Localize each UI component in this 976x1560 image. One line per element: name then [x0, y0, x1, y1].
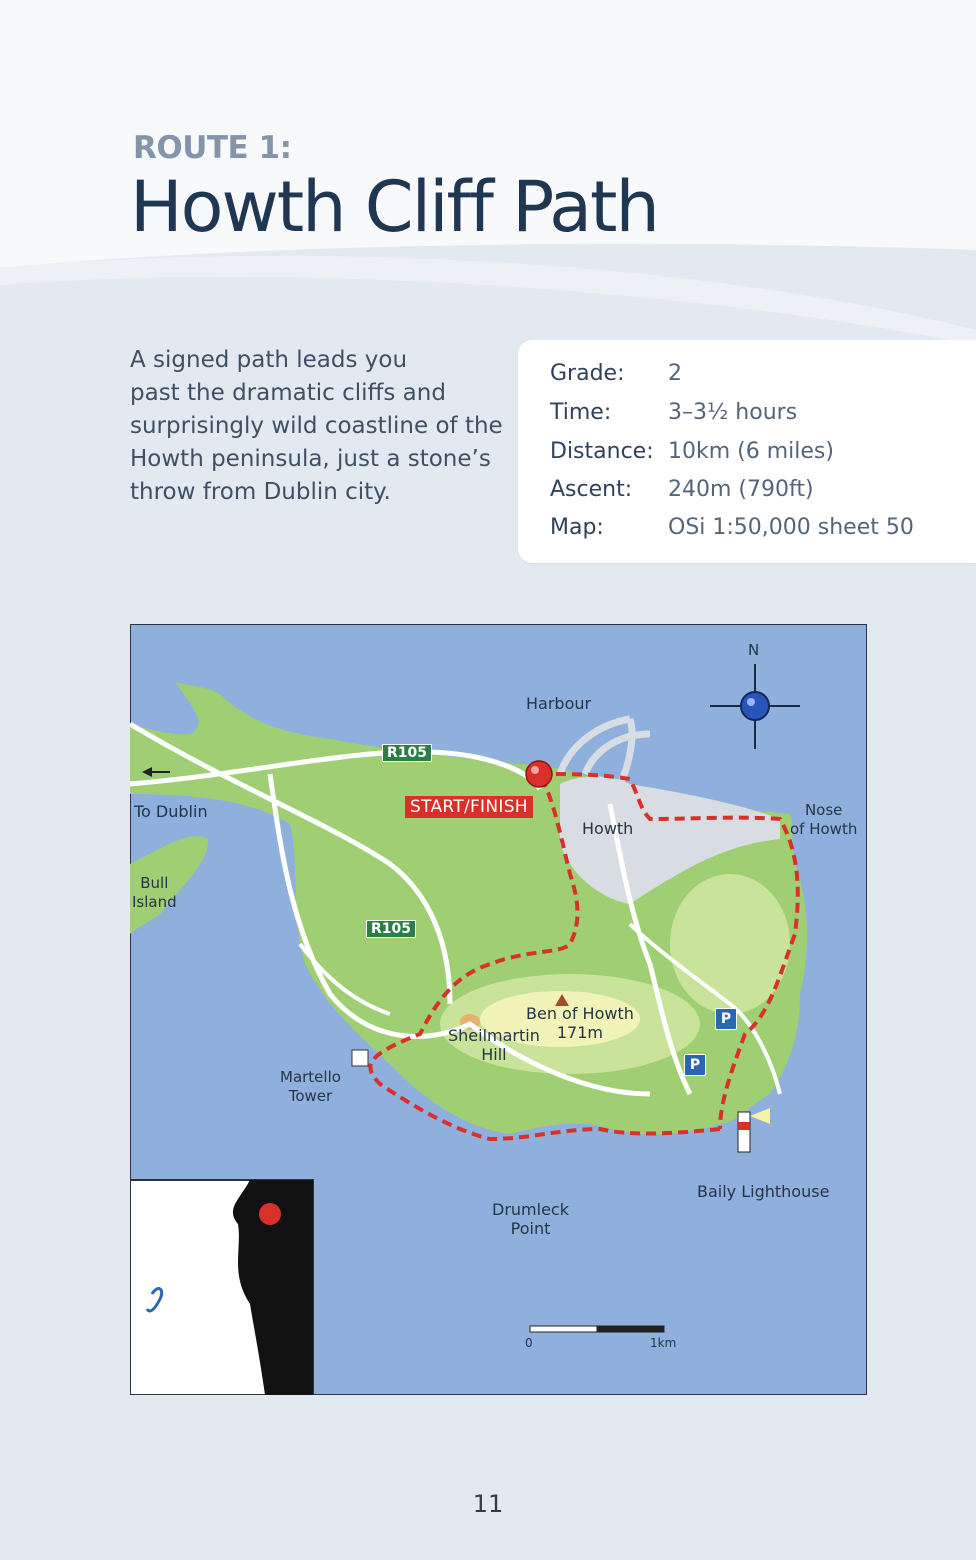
parking-icon: P	[684, 1054, 706, 1076]
scale-start-label: 0	[525, 1336, 533, 1350]
label-martello-tower	[280, 1068, 341, 1106]
marker-highlight	[531, 766, 539, 774]
label-to-dublin: To Dublin	[134, 802, 208, 821]
label-line: of Howth	[790, 820, 858, 838]
scale-bar-black	[597, 1326, 664, 1332]
label-baily-lighthouse: Baily Lighthouse	[697, 1182, 830, 1201]
start-finish-marker	[526, 761, 552, 787]
intro-line: throw from Dublin city.	[130, 479, 391, 505]
intro-line: A signed path leads you	[130, 347, 408, 373]
label-howth: Howth	[582, 819, 634, 838]
stat-time	[550, 400, 797, 425]
stat-value: 3–3½ hours	[668, 400, 798, 425]
intro-line: surprisingly wild coastline of the	[130, 413, 503, 439]
stat-label: Distance:	[550, 439, 654, 464]
stat-map	[550, 515, 914, 540]
label-ben-of-howth	[526, 1004, 634, 1042]
label-line: 171m	[556, 1023, 603, 1042]
parking-icon: P	[715, 1008, 737, 1030]
page-title: Howth Cliff Path	[130, 166, 658, 248]
label-line: Island	[132, 893, 177, 911]
stat-value: 10km (6 miles)	[668, 439, 834, 464]
lighthouse-stripe	[738, 1122, 750, 1130]
route-number: ROUTE 1:	[133, 130, 292, 166]
label-line: Tower	[288, 1087, 333, 1105]
stat-label: Map:	[550, 515, 604, 540]
label-line: Ben of Howth	[526, 1004, 634, 1023]
scale-bar-white	[530, 1326, 597, 1332]
start-finish-label: START/FINISH	[405, 796, 533, 818]
stat-label: Ascent:	[550, 477, 633, 502]
label-line: Drumleck	[492, 1200, 569, 1219]
lighthouse-icon	[738, 1112, 750, 1152]
inset-location-marker	[259, 1203, 281, 1225]
label-harbour: Harbour	[526, 694, 592, 713]
stat-value: 2	[668, 361, 682, 386]
stat-ascent	[550, 477, 814, 502]
stat-grade	[550, 361, 682, 386]
intro-line: Howth peninsula, just a stone’s	[130, 446, 491, 472]
compass-rose-icon	[741, 692, 769, 720]
stat-label: Grade:	[550, 361, 625, 386]
label-nose-of-howth	[790, 801, 857, 839]
label-drumleck-point	[492, 1200, 569, 1238]
label-sheilmartin-hill	[448, 1026, 540, 1064]
route-stats-box	[518, 340, 976, 563]
stat-label: Time:	[550, 400, 612, 425]
intro-paragraph	[130, 344, 510, 509]
scale-end-label: 1km	[650, 1336, 677, 1350]
route-map	[130, 624, 867, 1395]
label-line: Nose	[804, 801, 843, 819]
label-line: Bull	[140, 874, 169, 892]
stat-value: 240m (790ft)	[668, 477, 814, 502]
label-line: Martello	[280, 1068, 341, 1086]
map-graphic	[130, 624, 867, 1395]
label-line: Point	[510, 1219, 551, 1238]
compass-north-label: N	[748, 641, 760, 659]
label-line: Hill	[481, 1045, 507, 1064]
stat-distance	[550, 439, 834, 464]
intro-line: past the dramatic cliffs and	[130, 380, 446, 406]
road-badge-r105: R105	[366, 920, 416, 938]
upland-east	[670, 874, 790, 1014]
stat-value: OSi 1:50,000 sheet 50	[668, 515, 914, 540]
road-badge-r105: R105	[382, 744, 432, 762]
label-bull-island	[132, 874, 177, 912]
label-line: Sheilmartin	[448, 1026, 540, 1045]
page-number: 11	[472, 1490, 504, 1518]
martello-tower-icon	[352, 1050, 368, 1066]
compass-highlight	[747, 698, 755, 706]
